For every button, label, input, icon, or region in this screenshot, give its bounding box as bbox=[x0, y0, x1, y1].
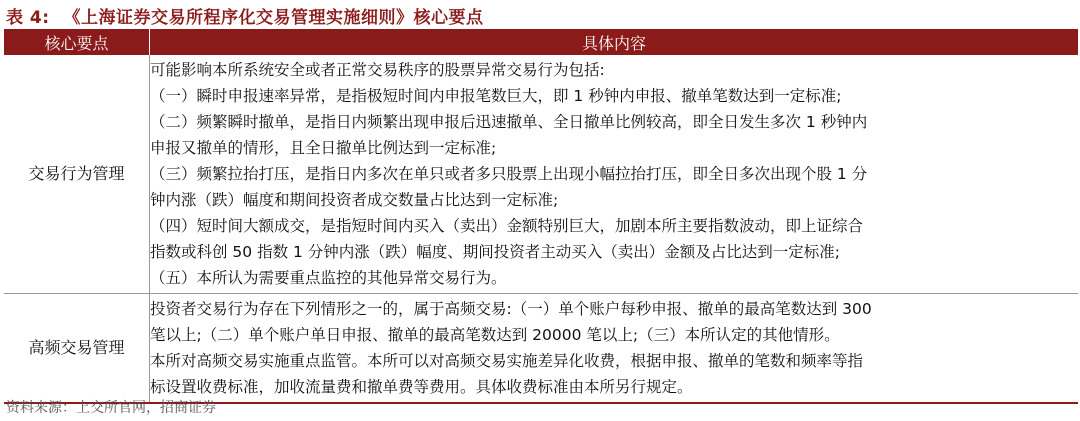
content-line: 申报又撤单的情形，且全日撤单比例达到一定标准; bbox=[150, 139, 497, 157]
header-details: 具体内容 bbox=[150, 29, 1079, 55]
row-content-high-frequency bbox=[150, 294, 1079, 404]
content-line: 笔以上;（二）单个账户单日申报、撤单的最高笔数达到 20000 笔以上;（三）本所认定的其他情形。 bbox=[150, 326, 840, 344]
content-line: 指数或科创 50 指数 1 分钟内涨（跌）幅度、期间投资者主动买入（卖出）金额及占比达到一定标准; bbox=[150, 243, 841, 261]
table-header-row bbox=[4, 29, 1078, 55]
content-line: 本所对高频交易实施重点监管。本所可以对高频交易实施差异化收费，根据申报、撤单的笔数和频率等指 bbox=[150, 352, 864, 370]
row-content-trading-behavior bbox=[150, 55, 1079, 294]
table-row bbox=[4, 55, 1078, 294]
content-line: （一）瞬时申报速率异常，是指极短时间内申报笔数巨大，即 1 秒钟内申报、撤单笔数达到一定标准; bbox=[150, 87, 842, 105]
core-points-table bbox=[4, 29, 1078, 404]
header-key-points: 核心要点 bbox=[4, 29, 150, 55]
row-key-high-frequency: 高频交易管理 bbox=[4, 294, 150, 404]
content-line: （五）本所认为需要重点监控的其他异常交易行为。 bbox=[150, 269, 507, 287]
table-number: 表 4: bbox=[6, 8, 50, 28]
row-key-trading-behavior: 交易行为管理 bbox=[4, 55, 150, 294]
table-row bbox=[4, 294, 1078, 404]
table-title: 《上海证券交易所程序化交易管理实施细则》核心要点 bbox=[63, 8, 484, 28]
content-line: 钟内涨（跌）幅度和期间投资者成交数量占比达到一定标准; bbox=[150, 191, 559, 209]
content-line: 可能影响本所系统安全或者正常交易秩序的股票异常交易行为包括: bbox=[150, 61, 605, 79]
source-note: 资料来源：上交所官网，招商证券 bbox=[6, 400, 216, 416]
table-caption bbox=[6, 3, 484, 28]
content-line: （三）频繁拉抬打压，是指日内多次在单只或者多只股票上出现小幅拉抬打压，即全日多次出现个股 1 分 bbox=[150, 165, 868, 183]
content-line: 投资者交易行为存在下列情形之一的，属于高频交易:（一）单个账户每秒申报、撤单的最高笔数达到 300 bbox=[150, 300, 872, 318]
content-line: （四）短时间大额成交，是指短时间内买入（卖出）金额特别巨大，加剧本所主要指数波动，即上证综合 bbox=[150, 217, 864, 235]
content-line: 标设置收费标准，加收流量费和撤单费等费用。具体收费标准由本所另行规定。 bbox=[150, 378, 693, 396]
content-line: （二）频繁瞬时撤单，是指日内频繁出现申报后迅速撤单、全日撤单比例较高，即全日发生多次 1 秒钟内 bbox=[150, 113, 868, 131]
